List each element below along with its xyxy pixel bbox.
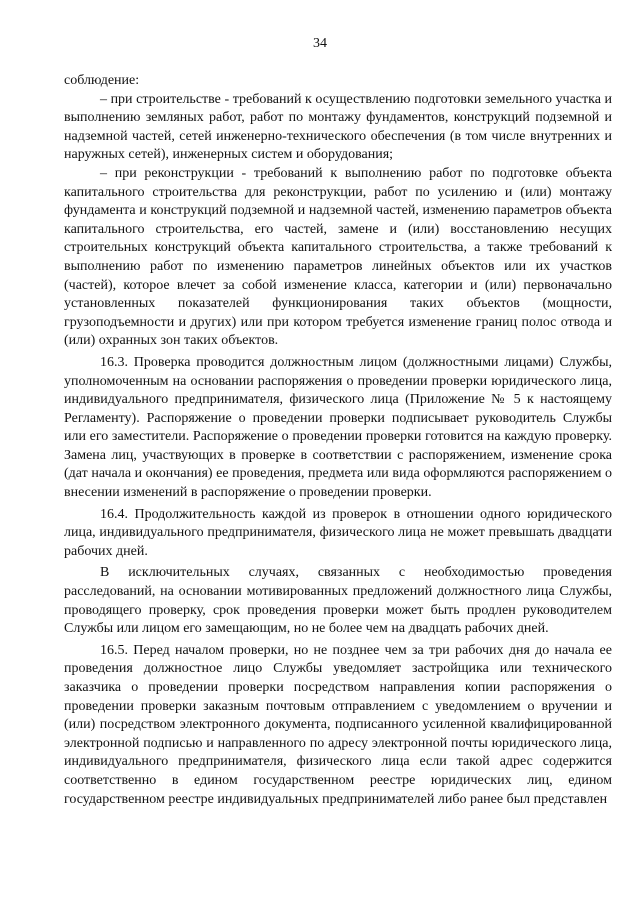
paragraph-16-3: 16.3. Проверка проводится должностным лицом (должностными лицами) Службы, уполномоченным на основании распоряжения о проведении проверки юридического лица, индивидуального предпринимателя, физического лица (Приложение № 5 к настоящему Регламенту). Распоряжение о проведении проверки подписывает руководитель Службы или его заместители. Распоряжение о проведении проверки готовится на каждую проверку. Замена лиц, участвующих в проверке в соответствии с распоряжением, изменение срока (дат начала и окончания) ее проведения, предмета или вида оформляются распоряжением о внесении изменений в распоряжение о проведении проверки.	[64, 354, 612, 501]
paragraph-intro: соблюдение:	[64, 73, 140, 88]
paragraph-exceptional-cases: В исключительных случаях, связанных с необходимостью проведения расследований, на основании мотивированных предложений должностного лица Службы, проводящего проверку, срок проведения проверки может быть продлен руководителем Службы или лицом его замещающим, но не более чем на двадцать рабочих дней.	[64, 565, 612, 637]
paragraph-construction: – при строительстве - требований к осуществлению подготовки земельного участка и выполнению земляных работ, работ по монтажу фундаментов, конструкций подземной и надземной частей, сетей инженерно-технического обеспечения (в том числе внутренних и наружных сетей), инженерных систем и оборудования;	[64, 91, 612, 163]
paragraph-16-4: 16.4. Продолжительность каждой из проверок в отношении одного юридического лица, индивидуального предпринимателя, физического лица не может превышать двадцати рабочих дней.	[64, 506, 612, 559]
document-body	[64, 72, 612, 809]
paragraph-reconstruction: – при реконструкции - требований к выполнению работ по подготовке объекта капитального строительства для реконструкции, работ по усилению и (или) монтажу фундамента и конструкций подземной и надземной частей, изменению параметров объекта капитального строительства, его частей, замене и (или) восстановлению несущих строительных конструкций объекта капитального строительства, а также требований к выполнению работ по изменению параметров линейных объектов или их участков (частей), которое влечет за собой изменение класса, категории и (или) первоначально установленных показателей функционирования таких объектов (мощности, грузоподъемности и других) или при котором требуется изменение границ полос отвода и (или) охранных зон таких объектов.	[64, 165, 612, 349]
paragraph-16-5: 16.5. Перед началом проверки, но не позднее чем за три рабочих дня до начала ее проведения должностное лицо Службы уведомляет застройщика или технического заказчика о проведении проверки посредством направления копии распоряжения о проведении проверки заказным почтовым отправлением с уведомлением о вручении и (или) посредством электронного документа, подписанного усиленной квалифицированной электронной подписью и направленного по адресу электронной почты юридического лица, индивидуального предпринимателя, физического лица если такой адрес содержится соответственно в едином государственном реестре юридических лиц, едином государственном реестре индивидуальных предпринимателей либо ранее был представлен	[64, 642, 612, 807]
page-number: 34	[313, 36, 327, 51]
